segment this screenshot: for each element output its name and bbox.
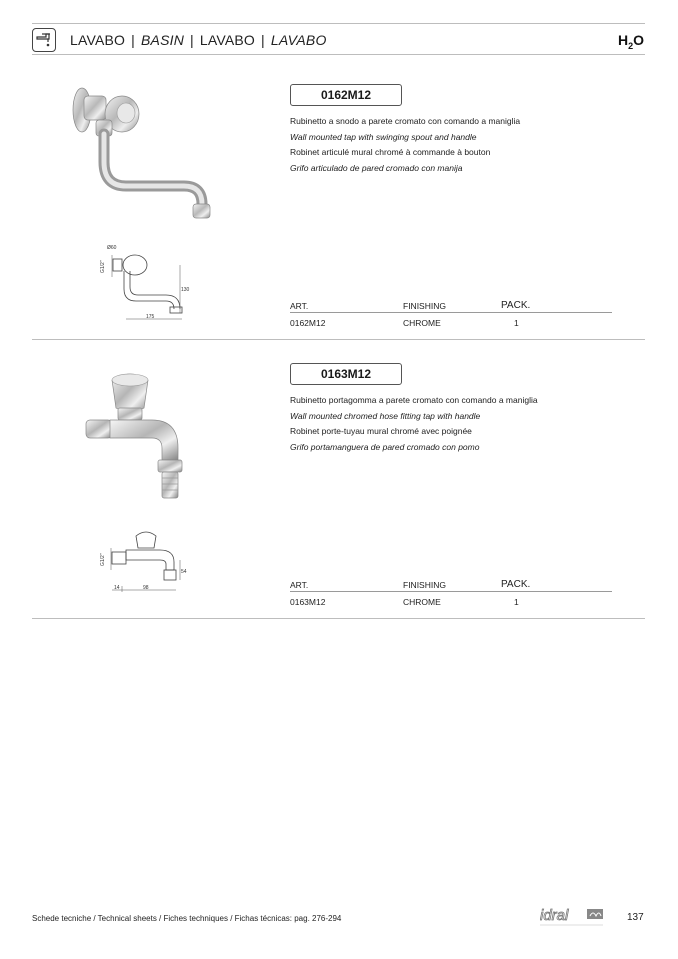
product-description: [290, 393, 538, 455]
cell-pack: 1: [514, 597, 519, 607]
col-finishing: FINISHING: [403, 580, 446, 590]
title-part-es: LAVABO: [270, 32, 327, 48]
cell-pack: 1: [514, 318, 519, 328]
brand-mark: $H_2O$: [617, 32, 644, 51]
technical-drawing-0163M12: [98, 526, 193, 601]
spec-table-rule: [290, 312, 612, 313]
header-top-rule: [32, 23, 645, 24]
col-pack: PACK.: [501, 300, 531, 311]
product-description: [290, 114, 520, 176]
title-part-fr: LAVABO: [199, 32, 256, 48]
header-bottom-rule: [32, 54, 645, 55]
description-es: Grifo articulado de pared cromado con manija: [290, 162, 463, 173]
svg-text:idral: idral: [540, 907, 569, 924]
page-title: [70, 32, 327, 48]
section-divider: [32, 618, 645, 619]
dim-a-label: 14: [114, 585, 120, 591]
dim-thread-label: G1/2": [100, 553, 106, 566]
title-separator: |: [190, 32, 194, 48]
idral-logo: [540, 906, 606, 933]
col-art: ART.: [290, 580, 309, 590]
description-fr: Robinet porte-tuyau mural chromé avec poignée: [290, 426, 472, 436]
description-it: Rubinetto a snodo a parete cromato con comando a maniglia: [290, 116, 521, 126]
technical-drawing-0162M12: [98, 243, 193, 328]
dim-b-label: 98: [143, 585, 149, 591]
col-finishing: FINISHING: [403, 301, 446, 311]
basin-tap-icon: [32, 28, 56, 52]
description-es: Grifo portamanguera de pared cromado con pomo: [290, 441, 480, 452]
description-en: Wall mounted tap with swinging spout and handle: [290, 131, 477, 142]
dim-height-label: 130: [181, 287, 190, 293]
description-en: Wall mounted chromed hose fitting tap with handle: [290, 410, 481, 421]
product-code-badge: 0162M12: [290, 84, 402, 106]
dim-diameter-label: Ø60: [107, 245, 117, 251]
description-it: Rubinetto portagomma a parete cromato con comando a maniglia: [290, 395, 538, 405]
product-code-badge: 0163M12: [290, 363, 402, 385]
cell-finishing: CHROME: [403, 318, 441, 328]
product-photo-0162M12: [62, 82, 232, 232]
title-separator: |: [131, 32, 135, 48]
dim-thread-label: G1/2": [100, 260, 106, 273]
dim-height-label: 54: [181, 569, 187, 575]
description-fr: Robinet articulé mural chromé à commande à bouton: [290, 147, 491, 157]
title-part-it: LAVABO: [70, 32, 126, 48]
section-divider: [32, 339, 645, 340]
footer-technical-sheets-note: Schede tecniche / Technical sheets / Fiches techniques / Fichas técnicas: pag. 276-294: [32, 914, 342, 923]
cell-art: 0163M12: [290, 597, 326, 607]
cell-finishing: CHROME: [403, 597, 441, 607]
dim-length-label: 175: [146, 314, 155, 320]
col-pack: PACK.: [501, 579, 531, 590]
page-number: 137: [627, 912, 644, 923]
title-separator: |: [261, 32, 265, 48]
col-art: ART.: [290, 301, 309, 311]
spec-table-rule: [290, 591, 612, 592]
product-photo-0163M12: [82, 368, 202, 508]
title-part-en: BASIN: [141, 32, 185, 48]
cell-art: 0162M12: [290, 318, 326, 328]
